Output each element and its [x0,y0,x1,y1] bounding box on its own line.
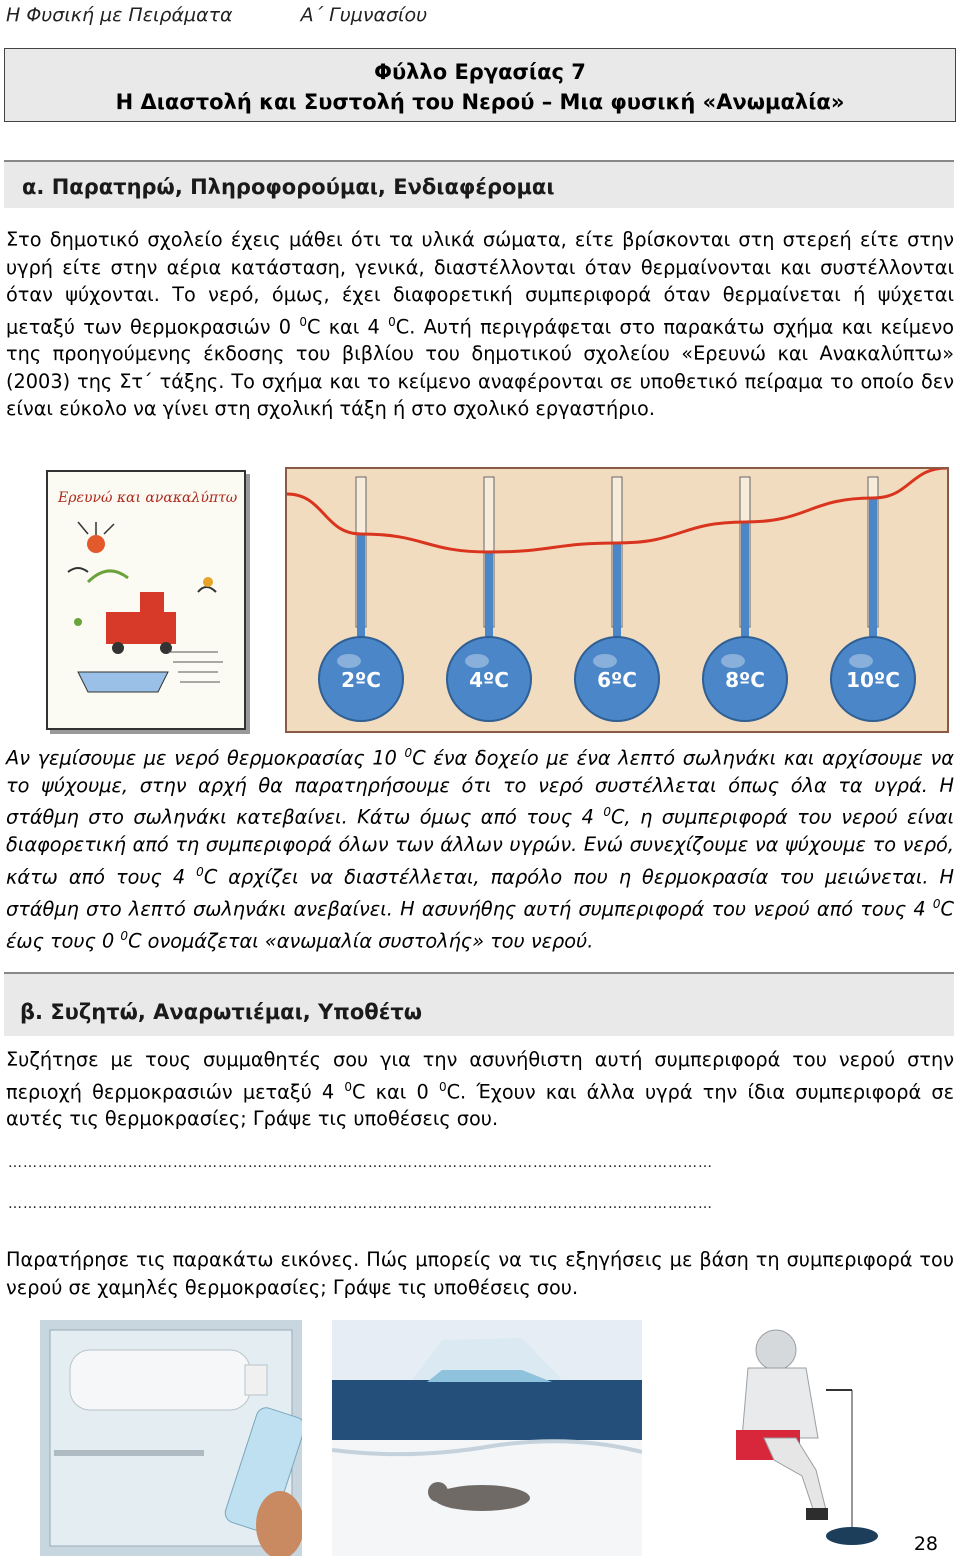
text-run: C και 4 [306,314,389,338]
flask-highlight [849,654,873,668]
worksheet-title: Φύλλο Εργασίας 7 [374,60,586,84]
degree-sup: 0 [196,864,204,879]
degree-sup: 0 [603,805,612,820]
section-a-paragraph-2 [6,740,954,955]
page-number: 28 [913,1533,938,1555]
text-run: C. Αυτή περιγράφεται στο παρακάτω σχήμα και κείμενο της προηγούμενης έκδοσης του βιβλίου του δημοτικού σχολείου «Ερευνώ και Ανακαλύπτω» (2003) της Στ΄ τάξης. Το σχήμα και το κείμενο αναφέρονται σε υποθετικό πείραμα το οποίο δεν είναι εύκολο να γίνει στη σχολική τάξη ή στο σχολικό εργαστήριο. [6,314,955,421]
text-run: C. Έχουν και άλλα υγρά την ίδια συμπεριφορά σε αυτές τις θερμοκρασίες; Γράψε τις υποθέσεις σου. [6,1079,954,1131]
section-a-heading: α. Παρατηρώ, Πληροφορούμαι, Ενδιαφέρομαι [4,160,954,208]
book-cover-drawing [48,472,244,728]
degree-sup: 0 [932,896,941,911]
header-subject: Η Φυσική με Πειράματα [6,4,233,26]
degree-sup: 0 [438,1079,447,1094]
book-cover-title: Ερευνώ και ανακαλύπτω [58,490,238,506]
degree-sup: 0 [404,746,413,760]
header-grade: Α΄ Γυμνασίου [300,4,428,26]
section-a-paragraph-1 [6,226,954,423]
section-b-paragraph-2: Παρατήρησε τις παρακάτω εικόνες. Πώς μπορείς να τις εξηγήσεις με βάση τη συμπεριφορά του νερού σε χαμηλές θερμοκρασίες; Γράψε τις υποθέσεις σου. [6,1248,954,1299]
ice-fishing-photo [676,1320,920,1556]
degree-sup: 0 [299,314,307,329]
degree-sup: 0 [344,1079,353,1094]
text-run: C ένα δοχείο με ένα λεπτό σωληνάκι και αρχίσουμε να το ψύχουμε, στην αρχή θα παρατηρήσουμε ότι το νερό συστέλλεται όπως όλα τα υγρά. Η στάθμη στο σωληνάκι κατεβαίνει. Κάτω όμως από τους 4 [6,746,954,829]
worksheet-subtitle: Η Διαστολή και Συστολή του Νερού – Μια φυσική «Ανωμαλία» [115,90,845,114]
tube-water-column [741,522,749,637]
seal-on-ice-photo [332,1320,642,1556]
tube-water-column [357,534,365,637]
answer-line-2: …………………………………………………………………………………………………………………………… [8,1196,713,1212]
worksheet-title-box [4,48,956,122]
flask-highlight [337,654,361,668]
text-run: Αν γεμίσουμε με νερό θερμοκρασίας 10 [6,746,405,770]
flask-highlight [721,654,745,668]
text-run: C έως τους 0 [6,897,954,953]
text-run: C, η συμπεριφορά του νερού είναι διαφορετική από τη συμπεριφορά όλων των άλλων υγρών. Ενώ συνεχίζουμε να ψύχουμε το νερό, κάτω από τους 4 [6,805,954,889]
tube-water-column [613,543,621,637]
flask-temperature-label: 8ºC [725,668,765,692]
freezer-bottle-drawing [40,1320,302,1556]
page-header [6,4,489,26]
flask-highlight [593,654,617,668]
answer-line-1: …………………………………………………………………………………………………………………………… [8,1155,713,1171]
degree-sup: 0 [388,314,396,329]
expansion-diagram-svg [287,469,947,731]
tube-water-column [869,498,877,637]
seal-on-ice-drawing [332,1320,642,1556]
text-run: Στο δημοτικό σχολείο έχεις μάθει ότι τα υλικά σώματα, είτε βρίσκονται στη στερεή είτε στην υγρή είτε στην αέρια κατάσταση, γενικά, διαστέλλονται όταν θερμαίνονται και συστέλλονται όταν ψύχονται. Το νερό, όμως, έχει διαφορετική συμπεριφορά όταν θερμαίνεται ή ψύχεται μεταξύ των θερμοκρασιών 0 [6,228,954,338]
section-b-heading: β. Συζητώ, Αναρωτιέμαι, Υποθέτω [4,972,954,1036]
text-run: Συζήτησε με τους συμμαθητές σου για την ασυνήθιστη αυτή συμπεριφορά του νερού στην περιοχή θερμοκρασιών μεταξύ 4 [6,1048,954,1103]
freezer-bottle-photo [40,1320,302,1556]
tube-water-column [485,552,493,637]
expansion-diagram [285,467,949,733]
flask-temperature-label: 10ºC [846,668,900,692]
ice-fishing-drawing [676,1320,920,1556]
flask-temperature-label: 6ºC [597,668,637,692]
text-run: C ονομάζεται «ανωμαλία συστολής» του νερού. [128,929,594,953]
flask-temperature-label: 2ºC [341,668,381,692]
section-b-paragraph-1 [6,1046,954,1133]
degree-sup: 0 [120,928,129,943]
text-run: C και 0 [352,1079,439,1103]
flask-temperature-label: 4ºC [469,668,509,692]
flask-highlight [465,654,489,668]
text-run: C αρχίζει να διαστέλλεται, παρόλο που η θερμοκρασία του μειώνεται. Η στάθμη στο λεπτό σωληνάκι ανεβαίνει. Η ασυνήθης αυτή συμπεριφορά του νερού από τους 4 [6,865,954,921]
book-cover-image [46,470,246,730]
